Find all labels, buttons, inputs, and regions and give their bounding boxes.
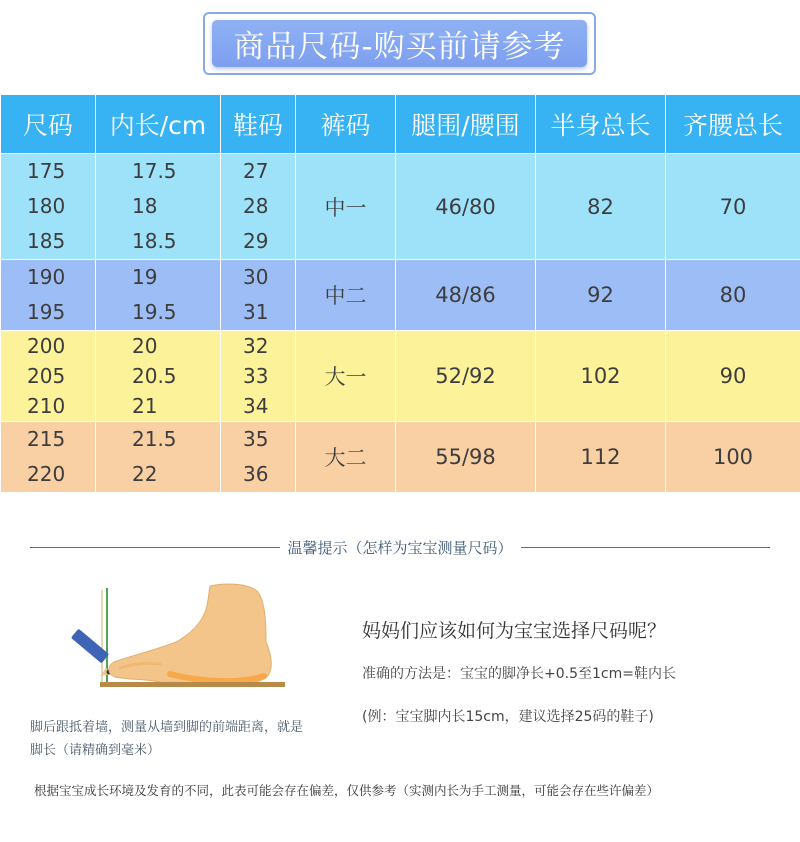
size-value: 200 (27, 334, 66, 358)
size-question: 妈妈们应该如何为宝宝选择尺码呢？ (362, 620, 667, 642)
inner-length-value: 20 (132, 334, 158, 358)
pencil-icon (71, 629, 112, 676)
pants-size-cell: 中一 (296, 154, 396, 260)
pants-size-cell: 大二 (296, 422, 396, 493)
tip-heading: 温馨提示（怎样为宝宝测量尺码） (287, 538, 513, 557)
half-length-cell: 82 (536, 154, 666, 260)
waist-length-cell: 90 (666, 331, 800, 422)
size-value: 210 (27, 394, 66, 418)
inner-length-cell (96, 331, 221, 422)
size-value: 175 (27, 159, 66, 183)
size-cell (1, 260, 96, 331)
shoe-size-value: 30 (243, 265, 269, 289)
disclaimer-note: 根据宝宝成长环境及发育的不同，此表可能会存在偏差，仅供参考（实测内长为手工测量，可能会存在些许偏差） (34, 783, 660, 798)
size-value: 215 (27, 427, 66, 451)
inner-length-value: 21.5 (132, 427, 177, 451)
size-cell (1, 422, 96, 493)
foot-icon (109, 584, 271, 686)
caption-line-2: 脚长（请精确到毫米） (30, 743, 161, 758)
inner-length-value: 21 (132, 394, 158, 418)
size-value: 185 (27, 229, 66, 253)
inner-length-value: 20.5 (132, 364, 177, 388)
shoe-size-value: 35 (243, 427, 269, 451)
table-header-row (1, 95, 800, 154)
divider-line-left (30, 547, 280, 548)
size-value: 190 (27, 265, 66, 289)
shoe-size-value: 28 (243, 194, 269, 218)
header-inner-length: 内长/cm (96, 95, 221, 154)
table-row (1, 260, 800, 331)
inner-length-value: 19.5 (132, 300, 177, 324)
size-cell (1, 331, 96, 422)
shoe-size-cell (221, 154, 296, 260)
shoe-size-cell (221, 422, 296, 493)
table-row (1, 154, 800, 260)
leg-waist-cell: 46/80 (396, 154, 536, 260)
header-waist-length: 齐腰总长 (666, 95, 800, 154)
shoe-size-value: 34 (243, 394, 269, 418)
table-row (1, 331, 800, 422)
table-row (1, 422, 800, 493)
pants-size-cell: 大一 (296, 331, 396, 422)
title-banner (203, 12, 596, 75)
inner-length-value: 18 (132, 194, 158, 218)
inner-length-cell (96, 422, 221, 493)
shoe-size-value: 31 (243, 300, 269, 324)
waist-length-cell: 80 (666, 260, 800, 331)
tip-divider (30, 535, 770, 559)
header-size: 尺码 (1, 95, 96, 154)
size-value: 195 (27, 300, 66, 324)
pants-size-cell: 中二 (296, 260, 396, 331)
size-value: 220 (27, 462, 66, 486)
half-length-cell: 102 (536, 331, 666, 422)
size-example: (例：宝宝脚内长15cm，建议选择25码的鞋子) (362, 709, 654, 725)
size-cell (1, 154, 96, 260)
inner-length-cell (96, 154, 221, 260)
half-length-cell: 112 (536, 422, 666, 493)
leg-waist-cell: 55/98 (396, 422, 536, 493)
foot-measurement-illustration (60, 578, 300, 698)
size-value: 180 (27, 194, 66, 218)
size-value: 205 (27, 364, 66, 388)
shoe-size-value: 32 (243, 334, 269, 358)
shoe-size-value: 36 (243, 462, 269, 486)
size-method: 准确的方法是：宝宝的脚净长+0.5至1cm=鞋内长 (362, 666, 676, 682)
header-pants-size: 裤码 (296, 95, 396, 154)
inner-length-value: 18.5 (132, 229, 177, 253)
shoe-size-value: 29 (243, 229, 269, 253)
header-leg-waist: 腿围/腰围 (396, 95, 536, 154)
header-half-length: 半身总长 (536, 95, 666, 154)
divider-line-right (521, 547, 771, 548)
size-chart-table (0, 94, 800, 493)
inner-length-value: 19 (132, 265, 158, 289)
waist-length-cell: 70 (666, 154, 800, 260)
leg-waist-cell: 52/92 (396, 331, 536, 422)
inner-length-cell (96, 260, 221, 331)
shoe-size-value: 33 (243, 364, 269, 388)
shoe-size-cell (221, 331, 296, 422)
shoe-size-value: 27 (243, 159, 269, 183)
leg-waist-cell: 48/86 (396, 260, 536, 331)
inner-length-value: 22 (132, 462, 158, 486)
inner-length-value: 17.5 (132, 159, 177, 183)
caption-line-1: 脚后跟抵着墙，测量从墙到脚的前端距离，就是 (30, 720, 304, 735)
half-length-cell: 92 (536, 260, 666, 331)
page-title: 商品尺码-购买前请参考 (212, 20, 587, 67)
ground-board (100, 682, 285, 687)
shoe-size-cell (221, 260, 296, 331)
header-shoe-size: 鞋码 (221, 95, 296, 154)
waist-length-cell: 100 (666, 422, 800, 493)
measure-caption (30, 716, 335, 762)
